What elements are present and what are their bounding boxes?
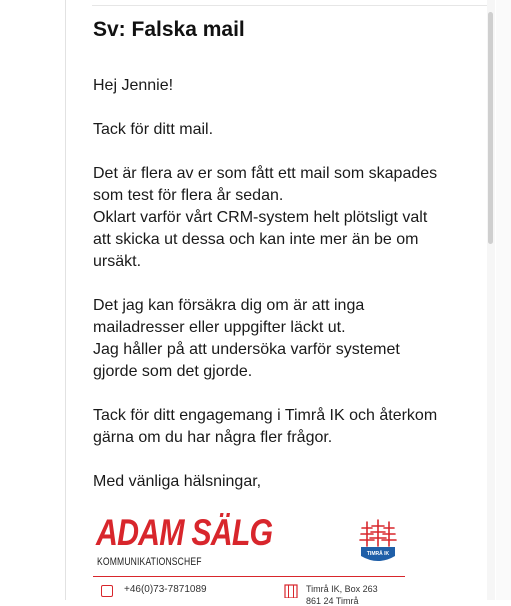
header-divider [92, 5, 492, 6]
email-closing: Med vänliga hälsningar, [93, 473, 262, 490]
scrollbar-thumb[interactable] [488, 12, 493, 244]
signature-name: ADAM SÄLG [96, 512, 273, 553]
signature-divider [93, 576, 405, 577]
page-left-border [65, 0, 66, 600]
signature-address-line2: 861 24 Timrå [306, 596, 359, 606]
signature-address-line1: Timrå IK, Box 263 [306, 584, 378, 594]
window-right-edge [496, 0, 511, 600]
phone-icon [101, 585, 113, 597]
email-paragraph: Det är flera av er som fått ett mail som skapades som test för flera år sedan. Oklart varför vårt CRM-system helt plötsligt valt att skicka ut dessa och kan inte mer än be om ursäkt. [93, 165, 438, 270]
email-paragraph: Tack för ditt mail. [93, 121, 214, 138]
email-subject: Sv: Falska mail [93, 18, 245, 41]
signature-phone[interactable]: +46(0)73-7871089 [124, 584, 207, 595]
building-icon [284, 584, 298, 598]
email-paragraph: Tack för ditt engagemang i Timrå IK och återkom gärna om du har några fler frågor. [93, 407, 438, 446]
signature-title: KOMMUNIKATIONSCHEF [97, 556, 202, 568]
timra-ik-logo-icon [358, 518, 398, 566]
email-greeting: Hej Jennie! [93, 77, 174, 94]
logo-label: TIMRÅ IK [366, 551, 390, 557]
email-paragraph: Det jag kan försäkra dig om är att inga mailadresser eller uppgifter läckt ut. Jag håller på att undersöka varför systemet gjorde som det gjorde. [93, 297, 400, 380]
